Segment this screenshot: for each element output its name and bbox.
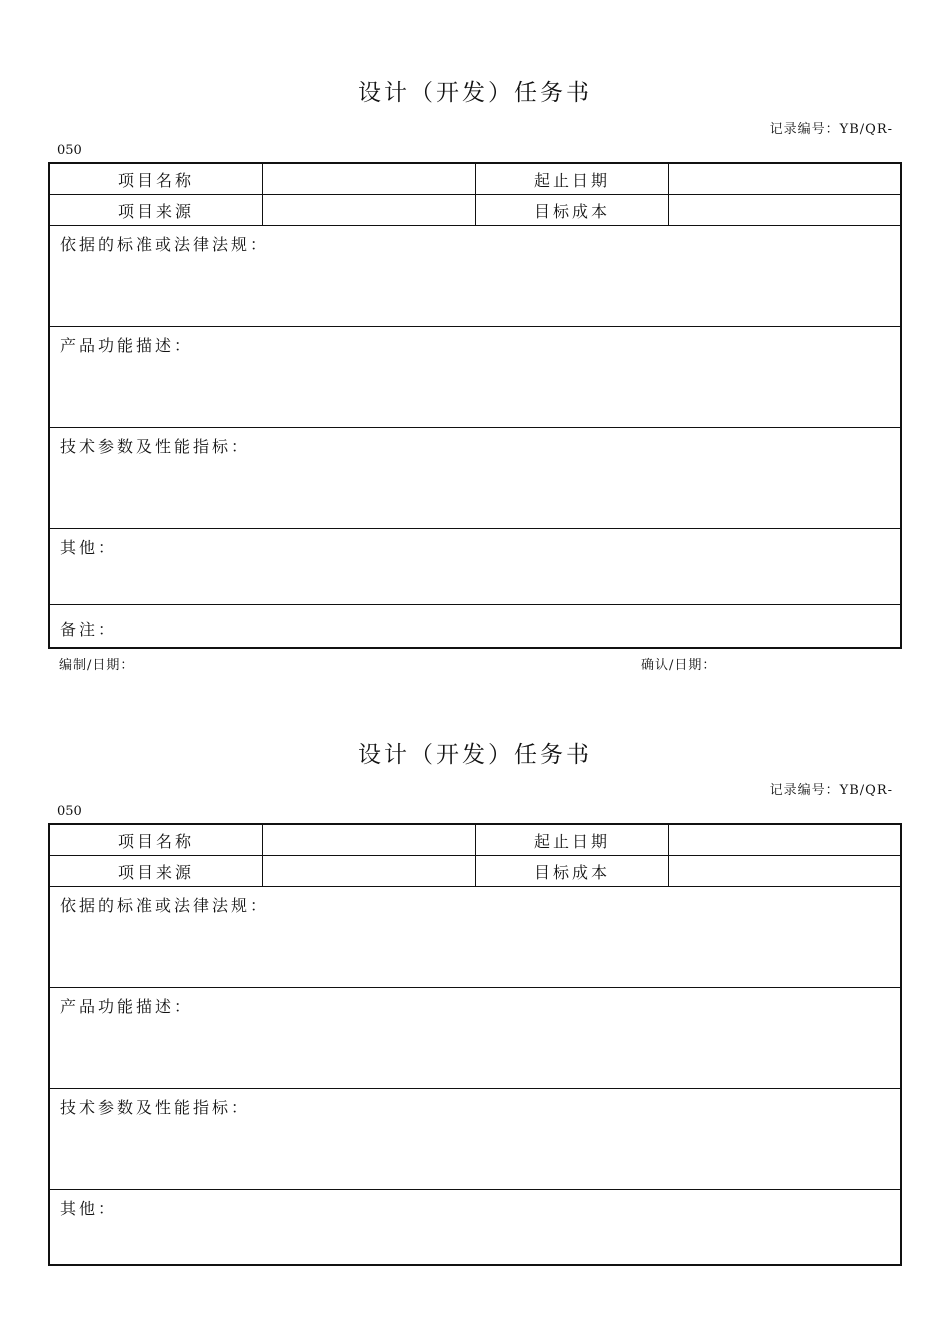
form-table — [48, 823, 902, 1266]
form-table — [48, 162, 902, 649]
date-range-field[interactable] — [669, 825, 900, 855]
table-row — [50, 856, 900, 887]
other-section[interactable]: 其他： — [60, 1199, 118, 1218]
project-name-field[interactable] — [263, 164, 476, 194]
remarks-section[interactable]: 备注： — [60, 620, 118, 639]
target-cost-label: 目标成本 — [476, 195, 669, 225]
project-source-label: 项目来源 — [50, 856, 263, 886]
project-name-field[interactable] — [263, 825, 476, 855]
standards-section[interactable]: 依据的标准或法律法规： — [50, 887, 900, 988]
technical-parameters-section[interactable]: 技术参数及性能指标： — [50, 1089, 900, 1190]
target-cost-label: 目标成本 — [476, 856, 669, 886]
standards-section[interactable]: 依据的标准或法律法规： — [50, 226, 900, 327]
confirmed-by-date: 确认/日期： — [641, 658, 717, 673]
form-code: 050 — [57, 804, 82, 819]
target-cost-field[interactable] — [669, 195, 900, 225]
function-description-section[interactable]: 产品功能描述： — [50, 988, 900, 1089]
prepared-by-date: 编制/日期： — [59, 658, 135, 673]
date-range-field[interactable] — [669, 164, 900, 194]
technical-parameters-section[interactable]: 技术参数及性能指标： — [50, 428, 900, 529]
project-name-label: 项目名称 — [50, 825, 263, 855]
table-row — [50, 825, 900, 856]
project-name-label: 项目名称 — [50, 164, 263, 194]
date-range-label: 起止日期 — [476, 825, 669, 855]
table-row — [50, 195, 900, 226]
record-number: 记录编号：YB/QR- — [769, 122, 893, 137]
form-code: 050 — [57, 143, 82, 158]
target-cost-field[interactable] — [669, 856, 900, 886]
table-row — [50, 164, 900, 195]
record-number: 记录编号：YB/QR- — [769, 783, 893, 798]
project-source-field[interactable] — [263, 195, 476, 225]
form-title: 设计（开发）任务书 — [358, 742, 592, 768]
date-range-label: 起止日期 — [476, 164, 669, 194]
other-section[interactable]: 其他： — [50, 529, 900, 605]
project-source-field[interactable] — [263, 856, 476, 886]
form-title: 设计（开发）任务书 — [358, 80, 592, 106]
function-description-section[interactable]: 产品功能描述： — [50, 327, 900, 428]
project-source-label: 项目来源 — [50, 195, 263, 225]
